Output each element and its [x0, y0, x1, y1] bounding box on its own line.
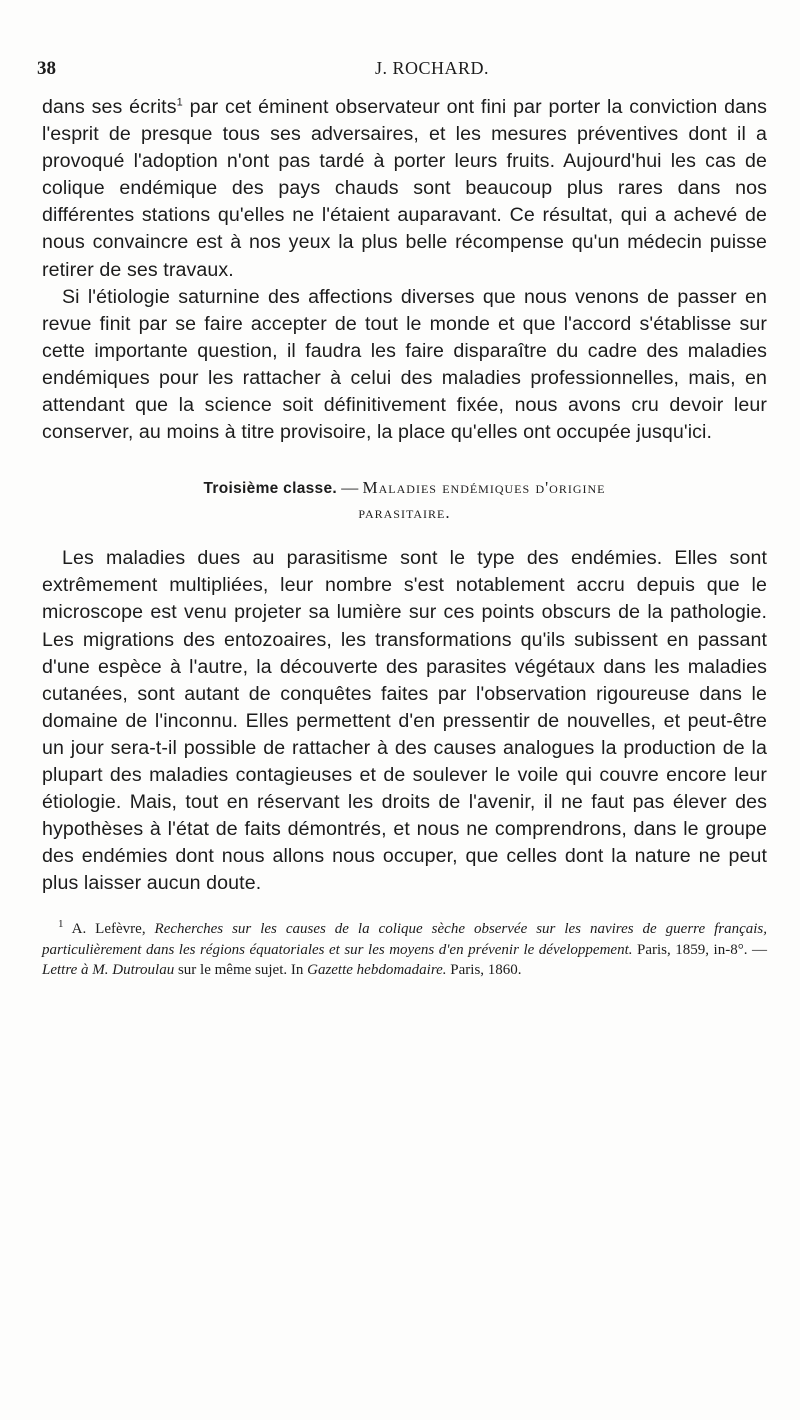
footnote-letter: Lettre à M. Dutroulau	[42, 962, 175, 979]
footnote-title: Recherches sur les causes de la colique sèche observée sur les navires de guerre français, particulièrement dans les régions équatoriales et sur les moyens d'en prévenir le développement.	[42, 921, 767, 958]
paragraph-2: Si l'étiologie saturnine des affections diverses que nous venons de passer en revue finit par se faire accepter de tout le monde et que l'accord s'établisse sur cette importante question, il faudra les faire disparaître du cadre des maladies endémiques pour les rattacher à celui des maladies professionnelles, mais, en attendant que la science soit définitivement fixée, nous avons cru devoir leur conserver, au moins à titre provisoire, la place qu'elles ont occupée jusqu'ici.	[42, 285, 767, 444]
running-head: J. ROCHARD.	[375, 58, 490, 78]
footnote	[42, 919, 767, 981]
footnote-publication: Paris, 1859, in-8°. —	[632, 941, 767, 958]
section-dash: —	[337, 478, 363, 498]
section-title-line-1: Maladies endémiques d'origine	[362, 478, 606, 498]
section-class-label: Troisième classe.	[203, 480, 337, 498]
section-title-line-2: parasitaire.	[358, 503, 451, 523]
footnote-reference: 1	[176, 96, 183, 109]
section-heading	[42, 476, 767, 525]
page-body	[42, 94, 767, 981]
footnote-subject: sur le même sujet. In	[174, 962, 308, 979]
paragraph-3: Les maladies dues au parasitisme sont le type des endémies. Elles sont extrêmement multipliées, leur nombre s'est notablement accru depuis que le microscope est venu projeter sa lumière sur ces points obscurs de la pathologie. Les migrations des entozoaires, les transformations qu'ils subissent en passant d'une espèce à l'autre, la découverte des parasites végétaux dans les maladies cutanées, sont autant de conquêtes faites par l'observation rigoureuse dans le domaine de l'inconnu. Elles permettent d'en pressentir de nouvelles, et peut-être un jour sera-t-il possible de rattacher à des causes analogues la production de la plupart des maladies contagieuses et de soulever le voile qui couvre encore leur étiologie. Mais, tout en réservant les droits de l'avenir, il ne faut pas élever des hypothèses à l'état de faits démontrés, et nous ne comprendrons, dans le groupe des endémies dont nous allons nous occuper, que celles dont la nature ne peut plus laisser aucun doute.	[42, 547, 767, 895]
footnote-journal: Gazette hebdomadaire.	[307, 962, 447, 979]
footnote-marker: 1	[58, 918, 64, 931]
footnote-place-date: Paris, 1860.	[446, 962, 522, 979]
paragraph-1-text-start: dans ses écrits	[42, 96, 177, 118]
page-header	[0, 58, 800, 88]
paragraph-1	[42, 94, 767, 284]
page-number: 38	[37, 58, 56, 79]
footnote-author: A. Lefèvre,	[63, 921, 155, 938]
paragraph-1-text-rest: par cet éminent observateur ont fini par porter la conviction dans l'esprit de presque tous ses adversaires, et les mesures préventives dont il a provoqué l'adoption n'ont pas tardé à porter leurs fruits. Aujourd'hui les cas de colique endémique des pays chauds sont beaucoup plus rares dans nos différentes stations qu'elles ne l'étaient auparavant. Ce résultat, qui a achevé de nous convaincre est à nos yeux la plus belle récompense qu'un médecin puisse retirer de ses travaux.	[42, 96, 767, 281]
